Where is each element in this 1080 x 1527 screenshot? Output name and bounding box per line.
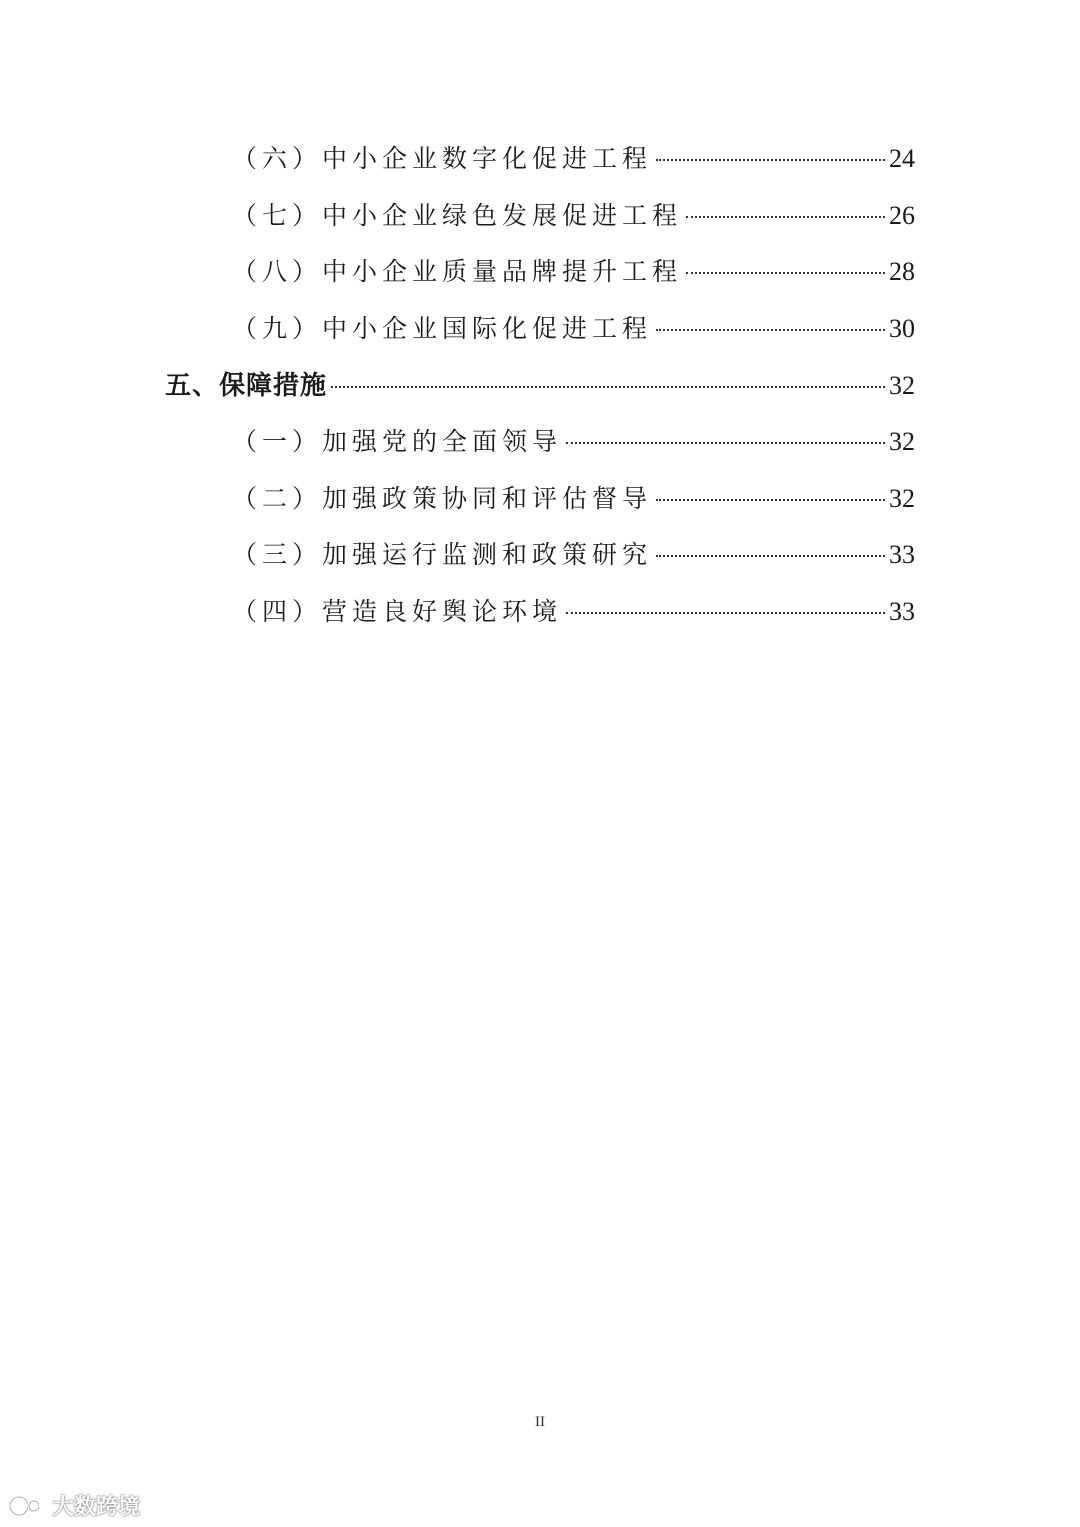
toc-entry-title: （二）加强政策协同和评估督导 xyxy=(232,484,653,513)
toc-entry-page: 33 xyxy=(889,597,915,626)
toc-dot-leader xyxy=(686,272,885,274)
toc-dot-leader xyxy=(566,442,885,444)
page-number: II xyxy=(535,1414,545,1430)
toc-dot-leader xyxy=(686,216,885,218)
toc-entry[interactable] xyxy=(232,309,915,349)
toc-entry-title: （一）加强党的全面领导 xyxy=(232,427,563,456)
toc-entry-title: （九）中小企业国际化促进工程 xyxy=(232,314,653,343)
toc-entry[interactable] xyxy=(232,252,915,292)
toc-entry[interactable] xyxy=(232,422,915,462)
toc-entry-title: 五、保障措施 xyxy=(165,371,328,401)
toc-dot-leader xyxy=(656,499,885,501)
toc-entry-title: （四）营造良好舆论环境 xyxy=(232,597,563,626)
toc-entry[interactable] xyxy=(232,139,915,179)
toc-entry-title: （三）加强运行监测和政策研究 xyxy=(232,540,653,569)
toc-entry-page: 33 xyxy=(889,540,915,569)
toc-entry[interactable] xyxy=(232,479,915,519)
toc-entry[interactable] xyxy=(232,535,915,575)
toc-entry-page: 26 xyxy=(889,201,915,230)
toc-entry-page: 24 xyxy=(889,144,915,173)
toc-section-entry[interactable] xyxy=(165,366,915,406)
toc-entry-title: （八）中小企业质量品牌提升工程 xyxy=(232,257,683,286)
toc-entry[interactable] xyxy=(232,196,915,236)
toc-dot-leader xyxy=(656,159,885,161)
toc-dot-leader xyxy=(566,612,885,614)
toc-dot-leader xyxy=(331,386,885,388)
toc-entry-page: 28 xyxy=(889,257,915,286)
toc-entry-page: 32 xyxy=(889,371,915,400)
watermark-text: 大数跨境 xyxy=(52,1495,141,1520)
toc-entry-page: 32 xyxy=(889,427,915,456)
toc-entry-title: （七）中小企业绿色发展促进工程 xyxy=(232,201,683,230)
toc-dot-leader xyxy=(656,555,885,557)
toc-entry-page: 30 xyxy=(889,314,915,343)
toc-entry[interactable] xyxy=(232,592,915,632)
toc-dot-leader xyxy=(656,329,885,331)
watermark xyxy=(8,1490,140,1521)
toc-entry-title: （六）中小企业数字化促进工程 xyxy=(232,144,653,173)
toc-entry-page: 32 xyxy=(889,484,915,513)
logo-icon xyxy=(8,1493,48,1519)
